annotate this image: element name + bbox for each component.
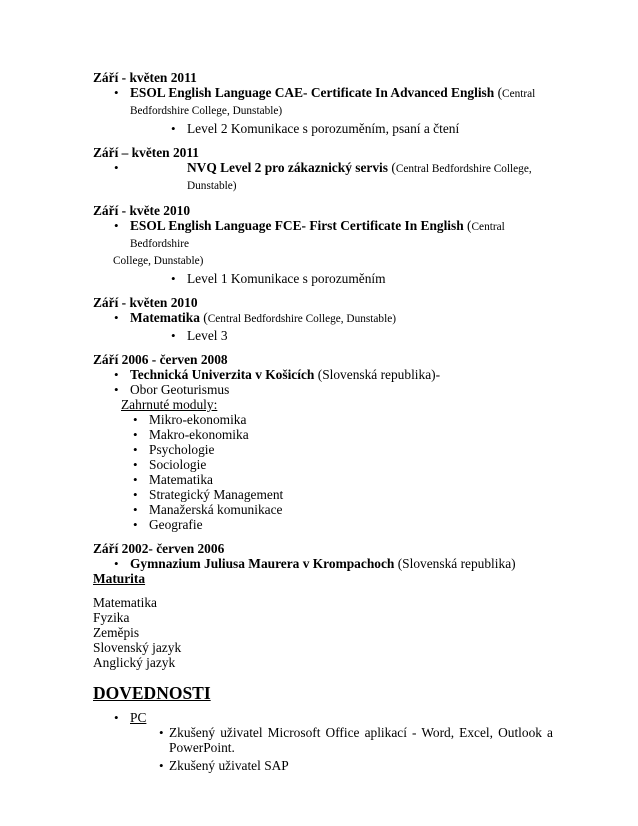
date-heading: Září - květe 2010 (93, 203, 191, 218)
pc-label: PC (130, 710, 147, 725)
institution-cont: College, Dunstable) (113, 255, 204, 267)
subject: Slovenský jazyk (93, 640, 182, 655)
institution-title: Gymnazium Juliusa Maurera v Krompachoch (130, 556, 395, 571)
list-item: • Strategický Management (93, 487, 553, 502)
institution: Central (502, 88, 536, 100)
country: (Slovenská republika)- (317, 367, 441, 382)
list-item: • NVQ Level 2 pro zákaznický servis (Central Bedfordshire College, Dunstable) (93, 160, 553, 194)
institution-cont: Bedfordshire College, Dunstable) (130, 105, 283, 117)
list-item (93, 367, 553, 382)
list-item: • Sociologie (93, 457, 553, 472)
list-item: • Makro-ekonomika (93, 427, 553, 442)
list-item: • Geografie (93, 517, 553, 532)
list-item: • Matematika (93, 472, 553, 487)
country: (Slovenská republika) (397, 556, 516, 571)
modules-label: Zahrnuté moduly: (121, 397, 218, 412)
subject: Fyzika (93, 610, 130, 625)
subject: Anglický jazyk (93, 655, 176, 670)
date-heading: Září - květen 2010 (93, 295, 198, 310)
institution: Central Bedfordshire College, Dunstable) (207, 313, 396, 325)
maturita-heading: Maturita (93, 571, 146, 586)
subject: Matematika (93, 595, 157, 610)
cv-page (93, 70, 553, 773)
list-item: • Psychologie (93, 442, 553, 457)
list-item: • ESOL English Language FCE- First Certificate In English (Central Bedfordshire (93, 218, 553, 252)
list-item (93, 710, 553, 725)
institution-cont: Dunstable) (187, 180, 237, 192)
institution-title: Technická Univerzita v Košicích (130, 367, 315, 382)
date-heading: Září – květen 2011 (93, 145, 200, 160)
course-title: NVQ Level 2 pro zákaznický servis (187, 160, 388, 175)
list-item: • Zkušený uživatel Microsoft Office aplikací - Word, Excel, Outlook a PowerPoint. (93, 725, 553, 755)
institution: Central Bedfordshire College, (395, 163, 532, 175)
list-item: • Manažerská komunikace (93, 502, 553, 517)
section-title: DOVEDNOSTI (93, 683, 211, 703)
date-heading: Září 2002- červen 2006 (93, 541, 225, 556)
course-title: ESOL English Language CAE- Certificate In Advanced English (130, 85, 495, 100)
subject: Zeměpis (93, 625, 140, 640)
list-item: • Matematika (Central Bedfordshire College, Dunstable) (93, 310, 553, 327)
list-item: • Zkušený uživatel SAP (93, 758, 553, 773)
list-item: • Mikro-ekonomika (93, 412, 553, 427)
list-item: • Level 3 (93, 328, 553, 343)
course-title: Matematika (130, 310, 200, 325)
date-heading: Září 2006 - červen 2008 (93, 352, 228, 367)
list-item: • Level 2 Komunikace s porozuměním, psaní a čtení (93, 121, 553, 136)
list-item: • ESOL English Language CAE- Certificate In Advanced English (Central Bedfordshire College, Dunstable) (93, 85, 553, 119)
date-heading: Září - květen 2011 (93, 70, 197, 85)
list-item: • Level 1 Komunikace s porozuměním (93, 271, 553, 286)
list-item: • Obor Geoturismus (93, 382, 553, 397)
course-title: ESOL English Language FCE- First Certificate In English (130, 218, 464, 233)
institution: Central Bedfordshire (130, 221, 505, 250)
list-item (93, 556, 553, 571)
